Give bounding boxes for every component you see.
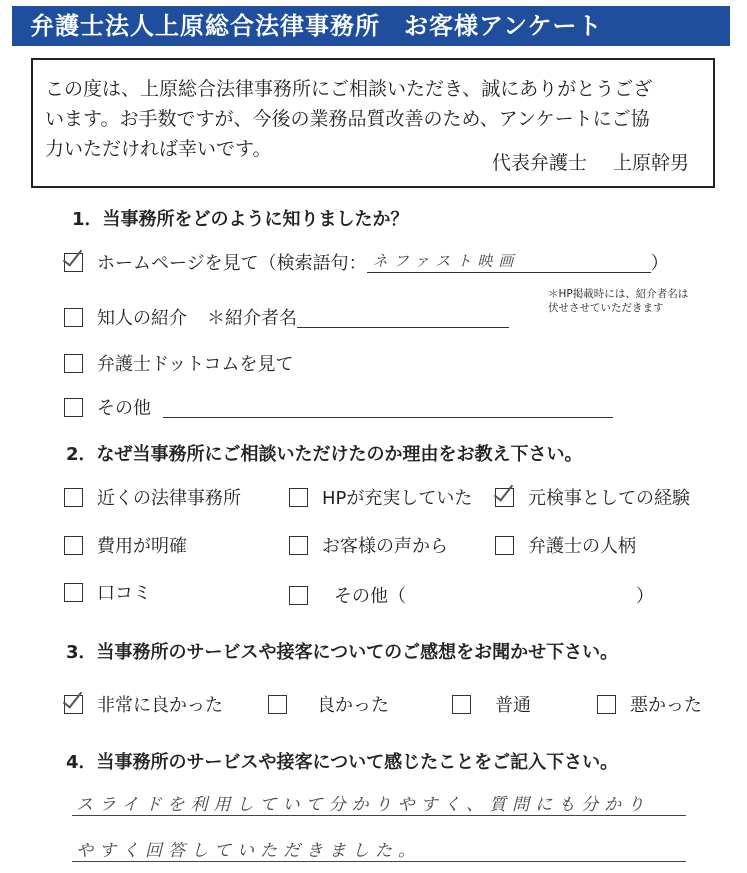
header-title: 弁護士法人上原総合法律事務所	[30, 12, 380, 40]
q1-bengoshi-row	[64, 350, 294, 376]
q2-nearby-label: 近くの法律事務所	[97, 488, 241, 509]
q1-referral-label: 知人の紹介	[97, 308, 187, 329]
q2-other-checkbox[interactable]	[289, 586, 308, 605]
q1-referral-note-line-2: 伏せさせていただきます	[548, 302, 664, 314]
q2-voice-option	[289, 532, 448, 558]
q1-bengoshi-checkbox[interactable]	[64, 354, 83, 373]
survey-header	[12, 6, 730, 46]
q4-answer-line-2: やすく回答していただきました。	[76, 841, 421, 861]
q1-homepage-row	[64, 249, 669, 275]
q2-word-label: 口コミ	[97, 583, 151, 604]
q1-homepage-checkbox[interactable]	[64, 253, 83, 272]
q2-fee-checkbox[interactable]	[64, 536, 83, 555]
q2-nearby-option	[64, 484, 241, 510]
q2-voice-label: お客様の声から	[322, 536, 448, 557]
q3-good-label: 良かった	[317, 695, 389, 716]
q1-referral-name-label: ＊紹介者名	[207, 308, 297, 329]
intro-line-3: 力いただければ幸いです。	[45, 138, 272, 160]
q2-voice-checkbox[interactable]	[289, 536, 308, 555]
q2-prosecutor-label: 元検事としての経験	[528, 488, 690, 509]
q4-answer-underline-2[interactable]	[72, 861, 686, 862]
q3-good-option	[268, 691, 389, 717]
q2-personality-label: 弁護士の人柄	[528, 536, 636, 557]
q3-normal-label: 普通	[495, 695, 531, 716]
q1-referral-note	[548, 287, 688, 315]
q2-prosecutor-checkbox[interactable]	[495, 488, 514, 507]
q2-personality-checkbox[interactable]	[495, 536, 514, 555]
q2-word-checkbox[interactable]	[64, 583, 83, 602]
q2-hp-option	[289, 484, 472, 510]
q2-fee-label: 費用が明確	[97, 536, 187, 557]
q4-answer-underline-1[interactable]	[72, 815, 686, 816]
intro-line-2: います。お手数ですが、今後の業務品質改善のため、アンケートにご協	[45, 108, 650, 130]
q3-very-good-label: 非常に良かった	[97, 695, 223, 716]
q1-other-checkbox[interactable]	[64, 398, 83, 417]
intro-line-1: この度は、上原総合法律事務所にご相談いただき、誠にありがとうござ	[45, 78, 653, 100]
q3-bad-checkbox[interactable]	[597, 695, 616, 714]
q3-title: 3．当事務所のサービスや接客についてのご感想をお聞かせ下さい。	[66, 642, 619, 663]
q2-nearby-checkbox[interactable]	[64, 488, 83, 507]
q1-homepage-close: ）	[650, 253, 669, 274]
q2-fee-option	[64, 532, 187, 558]
q2-personality-option	[495, 532, 636, 558]
q1-referral-name-field[interactable]	[297, 307, 509, 328]
q1-search-term-field[interactable]	[367, 252, 651, 273]
q3-good-checkbox[interactable]	[268, 695, 287, 714]
q1-homepage-label: ホームページを見て（検索語句：	[97, 253, 367, 274]
q1-referral-note-line-1: ＊HP掲載時には、紹介者名は	[548, 288, 689, 300]
signature	[472, 148, 689, 178]
q2-other-option	[289, 582, 654, 608]
signature-role: 代表弁護士	[491, 152, 587, 174]
q2-hp-label: HPが充実していた	[322, 488, 473, 509]
q1-other-row	[64, 394, 613, 420]
q3-normal-option	[452, 691, 531, 717]
q2-prosecutor-option	[495, 484, 690, 510]
q3-very-good-option	[64, 691, 223, 717]
q1-other-label: その他	[97, 398, 151, 419]
q3-bad-option	[597, 691, 702, 717]
q4-answer-line-1: スライドを利用していて分かりやすく、質問にも分かり	[76, 795, 651, 815]
q2-word-option	[64, 579, 151, 605]
q2-hp-checkbox[interactable]	[289, 488, 308, 507]
q2-other-close: ）	[636, 586, 654, 607]
q4-title: 4．当事務所のサービスや接客について感じたことをご記入下さい。	[66, 752, 619, 773]
q3-normal-checkbox[interactable]	[452, 695, 471, 714]
q2-other-label: その他（	[334, 586, 406, 607]
q1-referral-row	[64, 304, 509, 330]
q1-other-field[interactable]	[163, 397, 613, 418]
header-subtitle: お客様アンケート	[404, 12, 603, 40]
signature-name: 上原幹男	[612, 152, 689, 174]
q1-referral-checkbox[interactable]	[64, 308, 83, 327]
q1-title: 1．当事務所をどのように知りましたか？	[72, 209, 409, 230]
q3-very-good-checkbox[interactable]	[64, 695, 83, 714]
q1-search-term-value: ネファスト映画	[372, 251, 520, 270]
intro-box	[31, 58, 715, 188]
q3-bad-label: 悪かった	[630, 695, 702, 716]
q1-bengoshi-label: 弁護士ドットコムを見て	[97, 354, 294, 375]
q2-title: 2．なぜ当事務所にご相談いただけたのか理由をお教え下さい。	[66, 444, 583, 465]
